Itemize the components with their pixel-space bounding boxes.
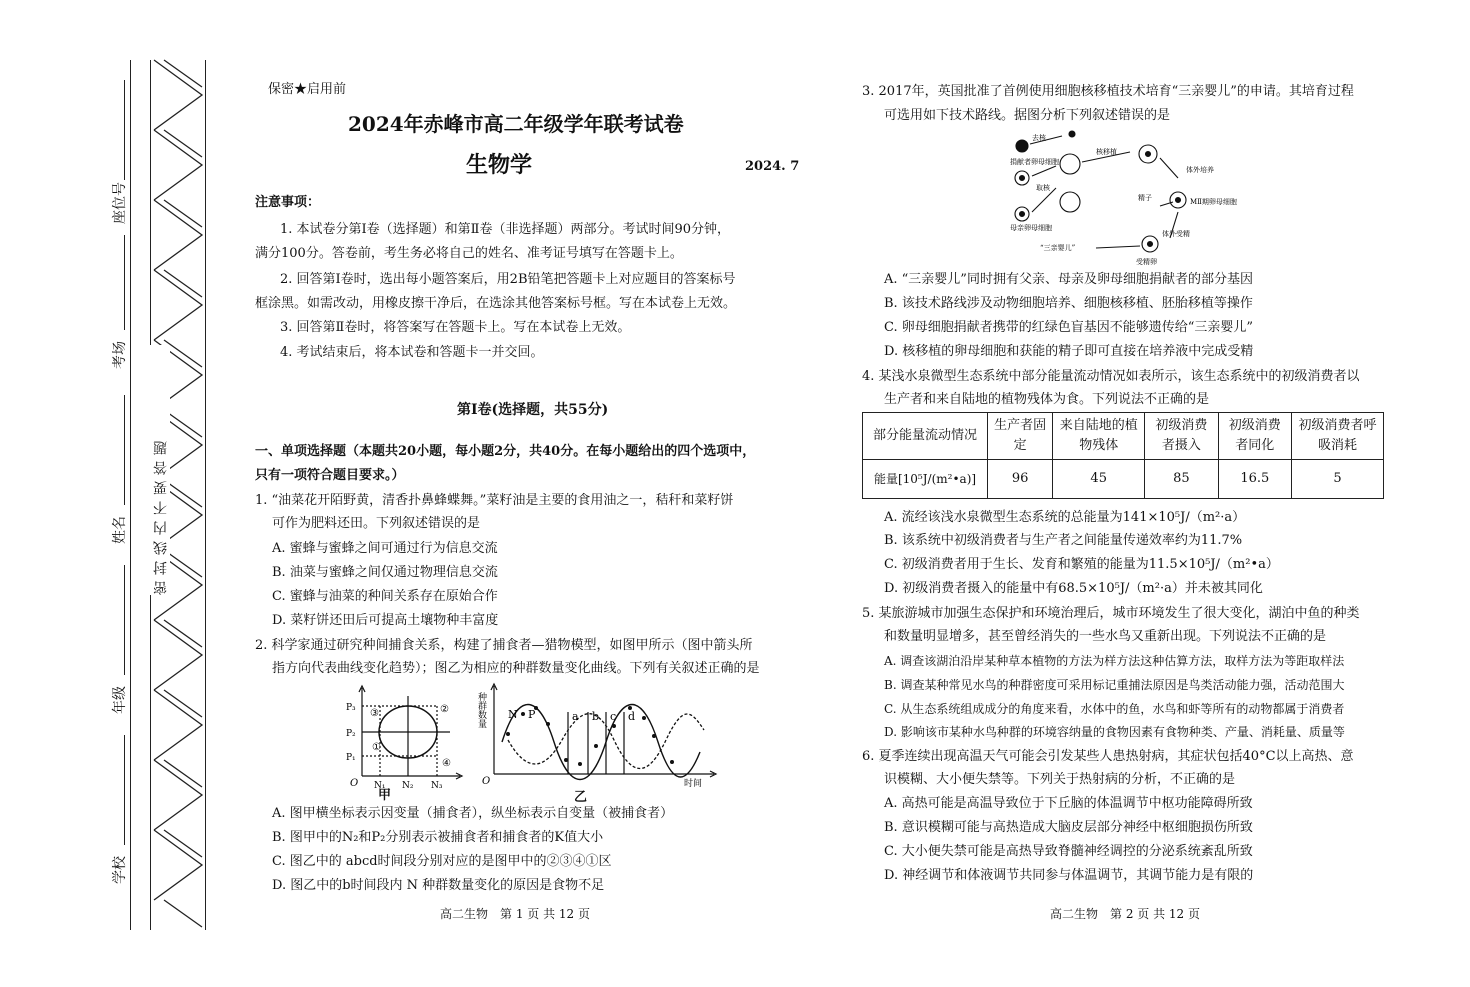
diagram-label: “三亲婴儿” [1040, 244, 1076, 252]
q3-option: A. “三亲婴儿”同时拥有父亲、母亲及卵母细胞捐献者的部分基因 [884, 272, 1253, 287]
figure-jia-caption: 甲 [378, 788, 392, 803]
q6-option: D. 神经调节和体液调节共同参与体温调节，其调节能力是有限的 [884, 868, 1254, 883]
figure-yi-caption: 乙 [574, 790, 588, 805]
q6-option: C. 大小便失禁可能是高热导致脊髓神经调控的分泌系统紊乱所致 [884, 844, 1253, 859]
exam-title: 2024年赤峰市高二年级学年联考试卷 [348, 112, 684, 136]
q4-stem: 4. 某浅水泉微型生态系统中部分能量流动情况如表所示，该生态系统中的初级消费者以 [862, 369, 1360, 384]
q6-option: B. 意识模糊可能与高热造成大脑皮层部分神经中枢细胞损伤所致 [884, 820, 1253, 835]
yi-interval-mark: a [572, 710, 579, 723]
q4-option: B. 该系统中初级消费者与生产者之间能量传递效率约为11.7% [884, 533, 1243, 548]
q5-option: A. 调查该湖泊沿岸某种草本植物的方法为样方法这种估算方法，取样方法为等距取样法 [884, 654, 1345, 668]
jia-region-mark: ③ [370, 708, 379, 719]
q2-stem: 指方向代表曲线变化趋势）；图乙为相应的种群数量变化曲线。下列有关叙述正确的是 [272, 661, 760, 676]
diagram-label: 体外受精 [1162, 230, 1190, 238]
table-header: 部分能量流动情况 [863, 413, 988, 460]
q6-stem: 识模糊、大小便失禁等。下列关于热射病的分析，不正确的是 [884, 772, 1236, 787]
blank-seat [124, 80, 125, 180]
q1-stem: 可作为肥料还田。下列叙述错误的是 [272, 516, 481, 531]
q1-option: C. 蜜蜂与油菜的种间关系存在原始合作 [272, 589, 498, 604]
part-instruction: 只有一项符合题目要求。） [255, 468, 405, 483]
notice-line: 满分100分。答卷前，考生务必将自己的姓名、准考证号填写在答题卡上。 [255, 246, 683, 261]
q2-option: C. 图乙中的 abcd时间段分别对应的是图甲中的②③④①区 [272, 854, 612, 869]
part-instruction: 一、单项选择题（本题共20小题，每小题2分，共40分。在每小题给出的四个选项中， [255, 444, 756, 459]
table-header-row [863, 413, 1384, 460]
q5-option: D. 影响该市某种水鸟种群的环境容纳量的食物因素有食物种类、产量、消耗量、质量等 [884, 725, 1345, 739]
q3-stem: 3. 2017年，英国批准了首例使用细胞核移植技术培育“三亲婴儿”的申请。其培育过程 [862, 84, 1354, 99]
label-name: 姓名 [112, 516, 128, 544]
jia-region-mark: ① [372, 742, 381, 753]
subject-title: 生物学 [466, 152, 533, 178]
diagram-label: 精子 [1138, 194, 1152, 202]
q4-option: A. 流经该浅水泉微型生态系统的总能量为141×10⁵J/（m²·a） [884, 510, 1246, 525]
diagram-label: 母亲卵母细胞 [1010, 224, 1052, 232]
figure-jia [340, 682, 465, 800]
yi-interval-mark: d [628, 710, 636, 723]
page-1-footer: 高二生物 第 1 页 共 12 页 [440, 907, 590, 921]
q5-stem: 和数量明显增多，甚至曾经消失的一些水鸟又重新出现。下列说法不正确的是 [884, 629, 1327, 644]
blank-name [124, 395, 125, 505]
table-cell: 45 [1053, 460, 1145, 499]
q6-stem: 6. 夏季连续出现高温天气可能会引发某些人患热射病，其症状包括40°C以上高热、意 [862, 749, 1354, 764]
yi-series-mark: P [528, 708, 536, 721]
q3-option: D. 核移植的卵母细胞和获能的精子即可直接在培养液中完成受精 [884, 344, 1254, 359]
q6-option: A. 高热可能是高温导致位于下丘脑的体温调节中枢功能障碍所致 [884, 796, 1253, 811]
diagram-label: 取核 [1036, 184, 1050, 192]
q3-option: C. 卵母细胞捐献者携带的红绿色盲基因不能够遗传给“三亲婴儿” [884, 320, 1254, 335]
table-header: 初级消费者摄入 [1145, 413, 1218, 460]
q2-stem: 2. 科学家通过研究种间捕食关系，构建了捕食者—猎物模型，如图甲所示（图中箭头所 [255, 638, 753, 653]
table-cell: 16.5 [1218, 460, 1291, 499]
yi-interval-mark: b [592, 710, 600, 723]
jia-xtick: N₃ [431, 781, 443, 791]
q3-option: B. 该技术路线涉及动物细胞培养、细胞核移植、胚胎移植等操作 [884, 296, 1253, 311]
exam-date: 2024. 7 [745, 159, 800, 174]
yi-origin: O [482, 776, 491, 787]
yi-series-mark: N [508, 708, 518, 721]
jia-ytick: P₃ [346, 703, 356, 713]
notice-line: 1. 本试卷分第Ⅰ卷（选择题）和第Ⅱ卷（非选择题）两部分。考试时间90分钟， [280, 222, 731, 237]
q5-option: C. 从生态系统组成成分的角度来看，水体中的鱼，水鸟和虾等所有的动物都属于消费者 [884, 702, 1345, 716]
notice-line: 3. 回答第Ⅱ卷时，将答案写在答题卡上。写在本试卷上无效。 [280, 320, 631, 335]
yi-ylabel: 种群数量 [476, 692, 486, 728]
q1-option: A. 蜜蜂与蜜蜂之间可通过行为信息交流 [272, 541, 498, 556]
q5-option: B. 调查某种常见水鸟的种群密度可采用标记重捕法原因是鸟类活动能力强，活动范围大 [884, 678, 1345, 692]
diagram-label: MⅡ期卵母细胞 [1190, 198, 1237, 206]
q1-option: D. 菜籽饼还田后可提高土壤物种丰富度 [272, 613, 499, 628]
q4-option: C. 初级消费者用于生长、发育和繁殖的能量为11.5×10⁵J/（m²•a） [884, 557, 1279, 572]
notice-title: 注意事项： [255, 195, 321, 210]
blank-grade [124, 565, 125, 675]
label-seat-number: 座位号 [112, 182, 128, 224]
notice-line: 2. 回答第Ⅰ卷时，选出每小题答案后，用2B铅笔把答题卡上对应题目的答案标号 [280, 272, 736, 287]
q4-stem: 生产者和来自陆地的植物残体为食。下列说法不正确的是 [884, 392, 1210, 407]
yi-interval-mark: c [610, 710, 617, 723]
figure-yi [478, 682, 720, 800]
label-school: 学校 [112, 856, 128, 884]
q2-option: D. 图乙中的b时间段内 N 种群数量变化的原因是食物不足 [272, 878, 605, 893]
diagram-label: 捐献者卵母细胞 [1010, 158, 1059, 166]
table-header: 初级消费者同化 [1218, 413, 1291, 460]
q2-option: A. 图甲横坐标表示因变量（捕食者），纵坐标表示自变量（被捕食者） [272, 806, 674, 821]
section-title: 第Ⅰ卷(选择题，共55分) [457, 402, 609, 418]
label-grade: 年级 [112, 686, 128, 714]
diagram-label: 受精卵 [1136, 258, 1157, 266]
q2-option: B. 图甲中的N₂和P₂分别表示被捕食者和捕食者的K值大小 [272, 830, 604, 845]
diagram-label: 体外培养 [1186, 166, 1214, 174]
jia-origin: O [350, 778, 359, 789]
seal-text: 密封线内不要答题 [153, 435, 169, 595]
diagram-label: 去核 [1032, 134, 1046, 142]
table-cell: 96 [988, 460, 1053, 499]
page-2-footer: 高二生物 第 2 页 共 12 页 [1050, 907, 1200, 921]
table-cell: 85 [1145, 460, 1218, 499]
q3-technique-diagram [1010, 126, 1240, 268]
jia-region-mark: ④ [442, 758, 451, 769]
table-header: 生产者固定 [988, 413, 1053, 460]
table-cell: 5 [1291, 460, 1383, 499]
q3-stem: 可选用如下技术路线。据图分析下列叙述错误的是 [884, 108, 1171, 123]
jia-ytick: P₂ [346, 729, 356, 739]
jia-ytick: P₁ [346, 753, 356, 763]
jia-region-mark: ② [440, 704, 449, 715]
q5-stem: 5. 某旅游城市加强生态保护和环境治理后，城市环境发生了很大变化，湖泊中鱼的种类 [862, 606, 1360, 621]
table-row-label: 能量[10⁵J/(m²•a)] [863, 460, 988, 499]
table-header: 来自陆地的植物残体 [1053, 413, 1145, 460]
blank-room [124, 235, 125, 330]
table-row [863, 460, 1384, 499]
yi-xlabel: 时间 [684, 779, 703, 789]
notice-line: 4. 考试结束后，将本试卷和答题卡一并交回。 [280, 345, 544, 360]
table-header: 初级消费者呼吸消耗 [1291, 413, 1383, 460]
jia-xtick: N₁ [374, 781, 386, 791]
energy-flow-table [862, 412, 1384, 499]
notice-line: 框涂黑。如需改动，用橡皮擦干净后，在选涂其他答案标号框。写在本试卷上无效。 [255, 296, 737, 311]
q1-stem: 1. “油菜花开陌野黄，清香扑鼻蜂蝶舞。”菜籽油是主要的食用油之一，秸秆和菜籽饼 [255, 493, 734, 508]
jia-xtick: N₂ [402, 781, 414, 791]
diagram-label: 核移植 [1096, 148, 1117, 156]
q1-option: B. 油菜与蜜蜂之间仅通过物理信息交流 [272, 565, 498, 580]
q4-option: D. 初级消费者摄入的能量中有68.5×10⁵J/（m²·a）并未被其同化 [884, 581, 1263, 596]
gutter-left-rule [130, 60, 131, 930]
confidential-mark: 保密★启用前 [268, 82, 347, 97]
blank-school [124, 735, 125, 845]
label-exam-room: 考场 [112, 341, 128, 369]
